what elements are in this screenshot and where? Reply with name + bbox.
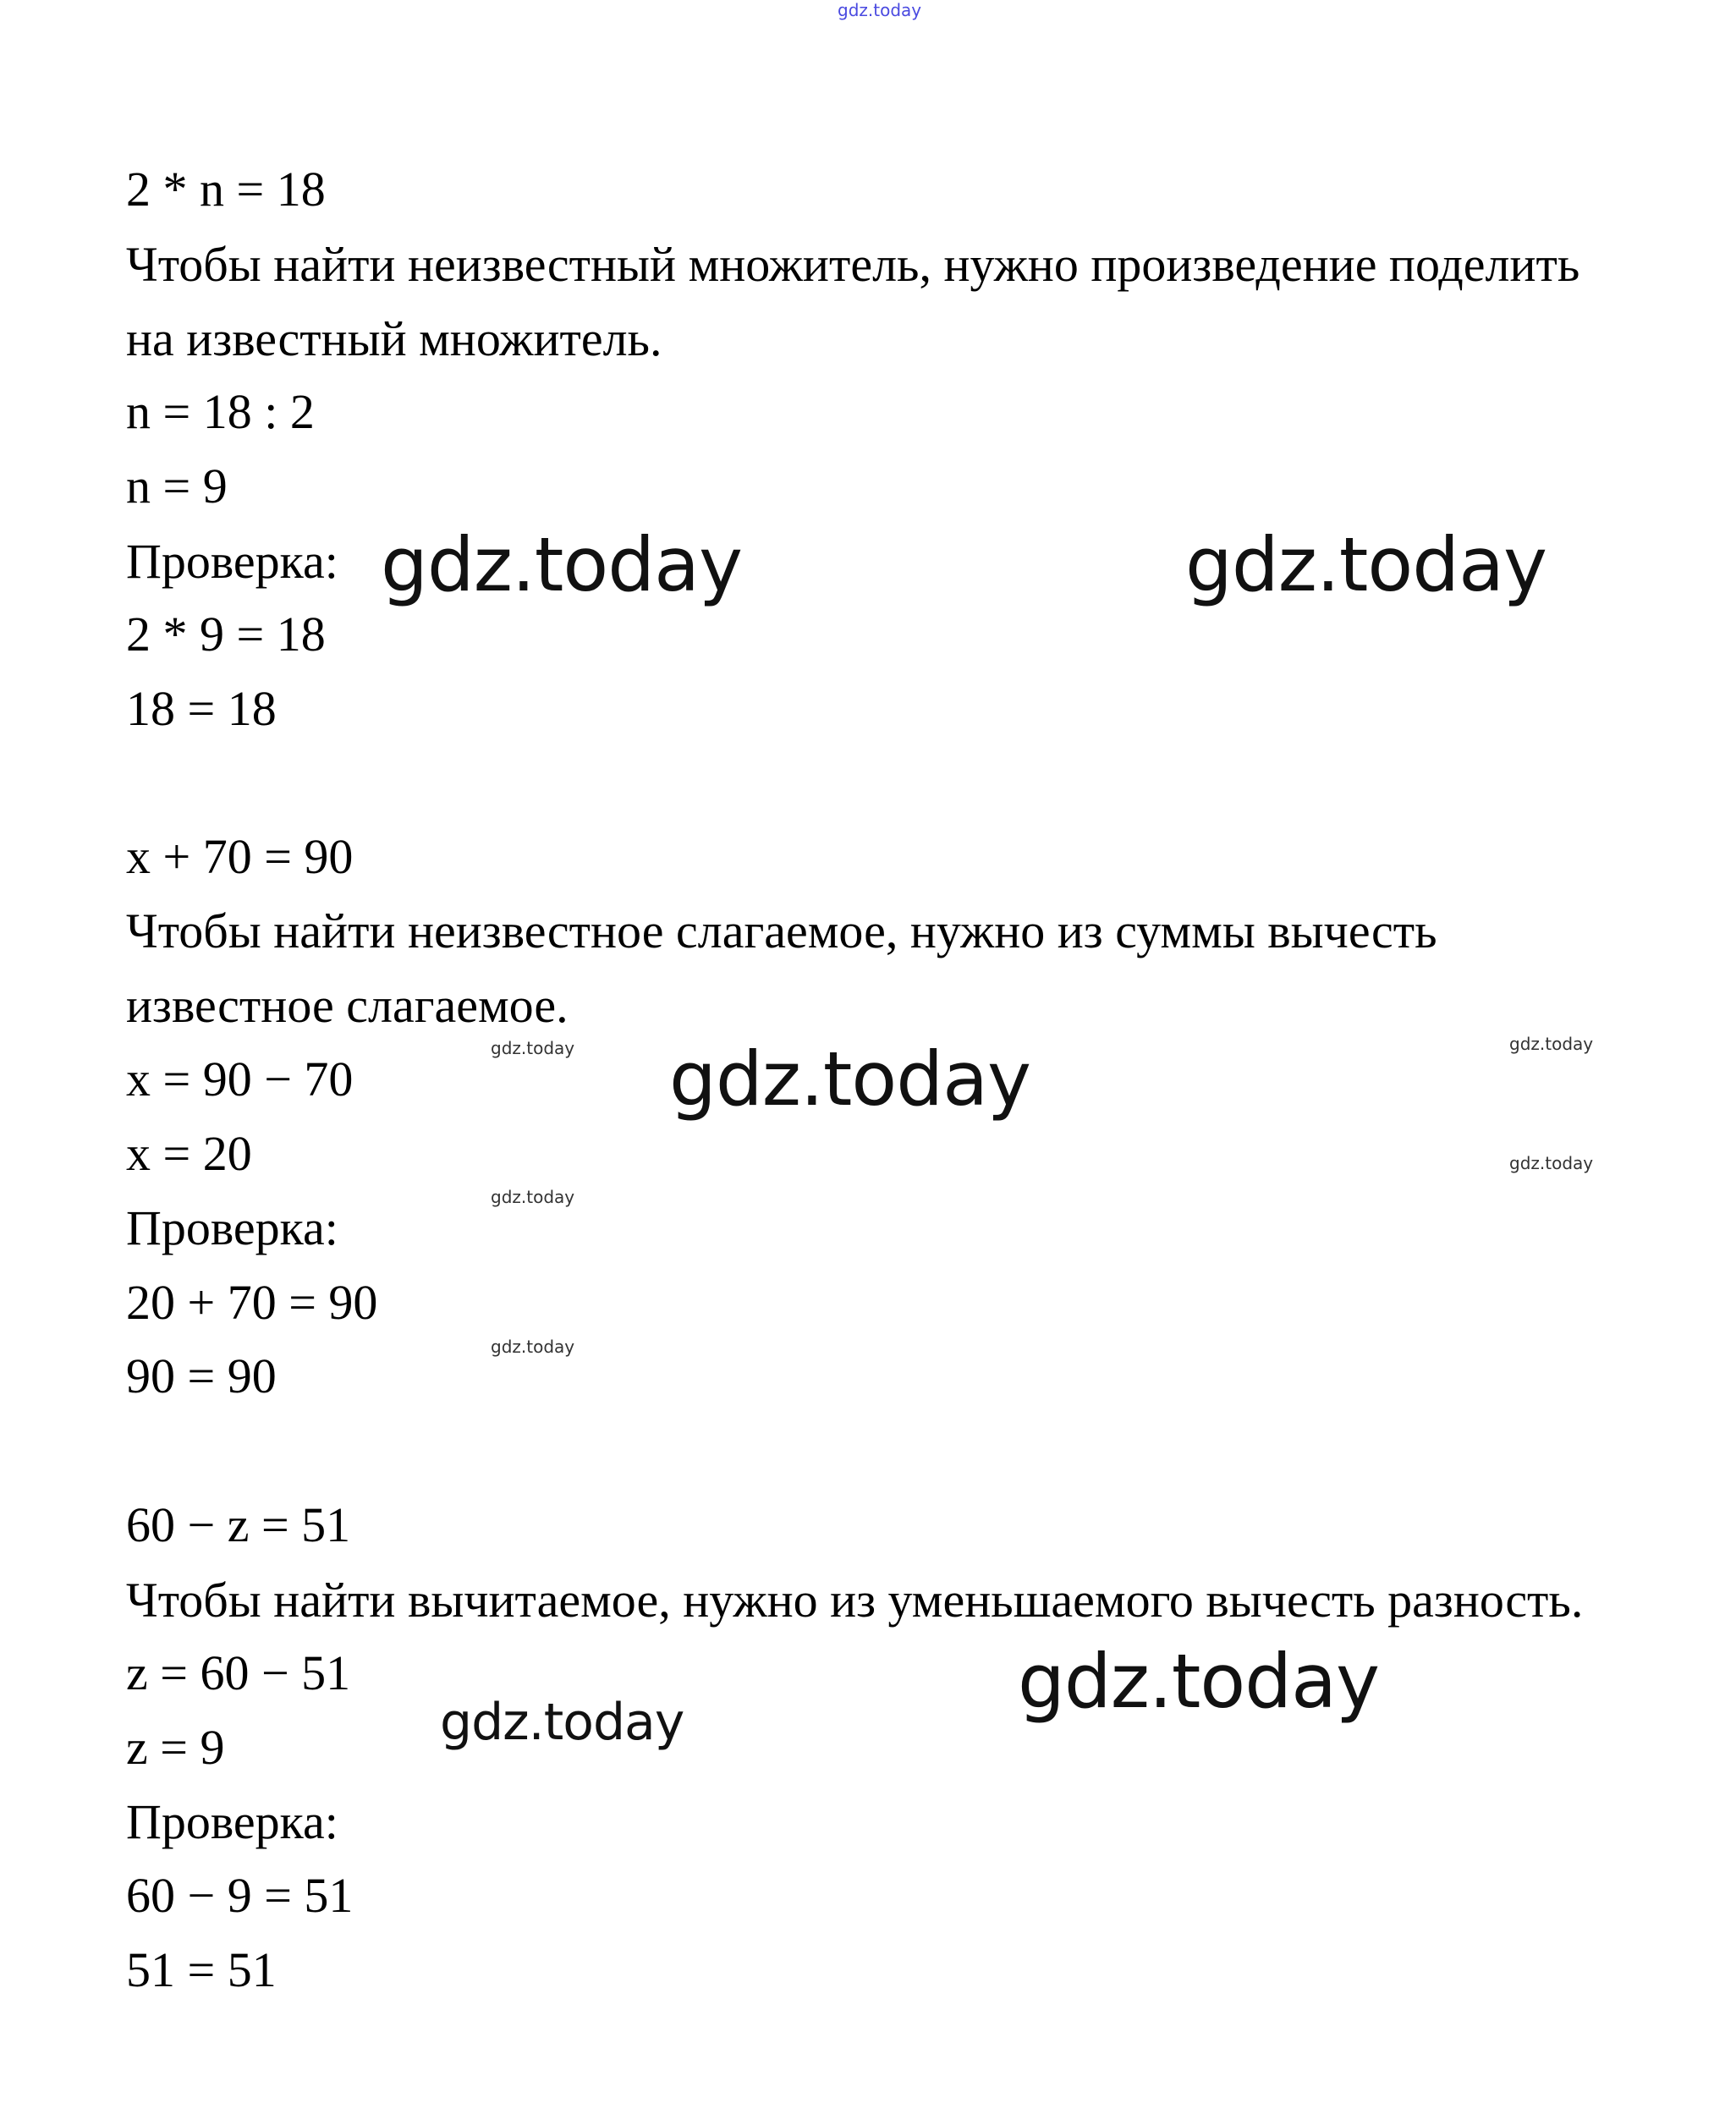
watermark-small: gdz.today	[1509, 1034, 1594, 1054]
solution-answer: x = 20	[126, 1126, 252, 1181]
check-label: Проверка:	[126, 1794, 338, 1849]
check-result: 90 = 90	[126, 1348, 277, 1403]
rule-text: известное слагаемое.	[126, 978, 569, 1033]
solution-answer: n = 9	[126, 458, 228, 513]
watermark-small: gdz.today	[491, 1038, 575, 1058]
check-step: 20 + 70 = 90	[126, 1275, 378, 1330]
watermark-small: gdz.today	[491, 1187, 575, 1207]
rule-text: на известный множитель.	[126, 311, 662, 366]
check-step: 60 − 9 = 51	[126, 1868, 354, 1923]
rule-text: Чтобы найти неизвестное слагаемое, нужно из суммы вычесть	[126, 903, 1437, 958]
watermark-large: gdz.today	[381, 521, 743, 608]
watermark-medium: gdz.today	[440, 1693, 684, 1752]
check-step: 2 * 9 = 18	[126, 607, 326, 662]
solution-step: x = 90 − 70	[126, 1052, 354, 1106]
check-result: 51 = 51	[126, 1942, 277, 1997]
watermark-large: gdz.today	[669, 1035, 1031, 1123]
solution-step: n = 18 : 2	[126, 384, 315, 439]
check-label: Проверка:	[126, 534, 338, 589]
check-label: Проверка:	[126, 1200, 338, 1255]
watermark-small: gdz.today	[491, 1337, 575, 1357]
equation: 2 * n = 18	[126, 162, 326, 217]
watermark-large: gdz.today	[1185, 521, 1547, 608]
solution-answer: z = 9	[126, 1720, 225, 1775]
solution-step: z = 60 − 51	[126, 1645, 351, 1700]
equation: 60 − z = 51	[126, 1497, 351, 1552]
rule-text: Чтобы найти вычитаемое, нужно из уменьшаемого вычесть разность.	[126, 1573, 1584, 1628]
equation: x + 70 = 90	[126, 829, 354, 884]
watermark-large: gdz.today	[1018, 1638, 1380, 1725]
rule-text: Чтобы найти неизвестный множитель, нужно произведение поделить	[126, 237, 1580, 292]
watermark-top: gdz.today	[838, 0, 922, 20]
watermark-small: gdz.today	[1509, 1153, 1594, 1173]
check-result: 18 = 18	[126, 681, 277, 736]
